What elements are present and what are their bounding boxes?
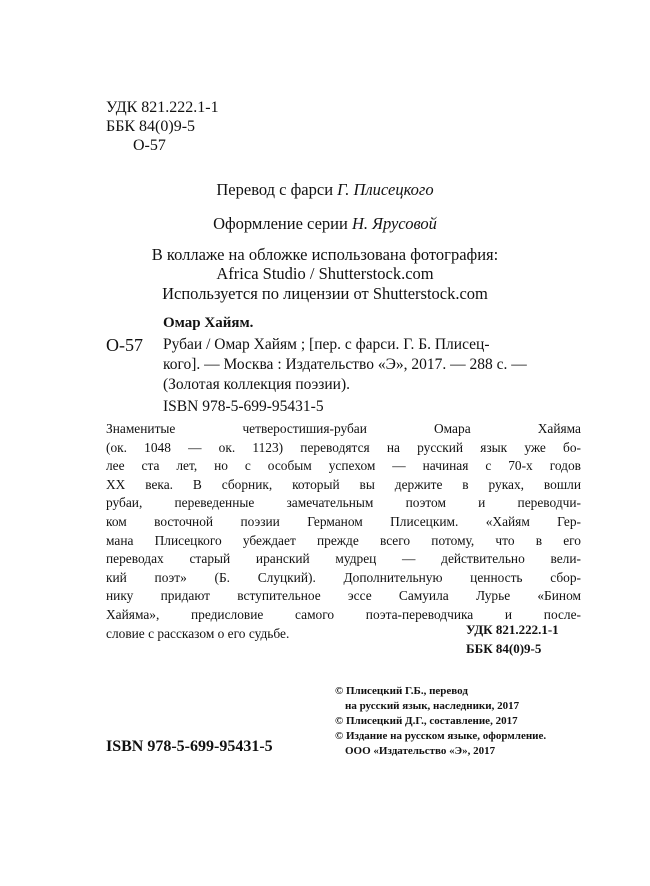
copyright-translation: © Плисецкий Г.Б., перевод — [335, 685, 468, 697]
copyright-edition: © Издание на русском языке, оформление. — [335, 730, 547, 742]
collage-credit-line2: Africa Studio / Shutterstock.com — [216, 264, 434, 283]
annotation-line: ком восточной поэзии Германом Плисецким. «Хайям Гер- — [106, 513, 581, 529]
bib-line: (Золотая коллекция поэзии). — [163, 376, 350, 393]
copyright-publisher: ООО «Издательство «Э», 2017 — [345, 745, 496, 757]
annotation-line: мана Плисецкого убеждает прежде всего потому, что в его — [106, 532, 581, 548]
bibliographic-description — [163, 335, 527, 395]
design-prefix: Оформление серии — [213, 214, 352, 233]
annotation-line: переводах старый иранский мудрец — действительно вели- — [106, 551, 581, 567]
annotation-line: Знаменитые четверостишия-рубаи Омара Хайяма — [106, 421, 581, 436]
translation-credit — [0, 180, 650, 200]
collage-credit-line1: В коллаже на обложке использована фотография: — [151, 245, 499, 264]
annotation-line: рубаи, переведенные замечательным поэтом и переводчи- — [106, 495, 581, 511]
designer-name: Н. Ярусовой — [351, 214, 437, 233]
annotation-line: XX века. В сборник, который вы держите в руках, вошли — [106, 476, 581, 492]
bib-line: кого]. — Москва : Издательство «Э», 2017. — 288 с. — — [163, 356, 527, 373]
translation-prefix: Перевод с фарси — [216, 180, 338, 199]
footer-isbn: ISBN 978-5-699-95431-5 — [106, 738, 273, 755]
bib-line: Рубаи / Омар Хайям ; [пер. с фарси. Г. Б. Плисец- — [163, 336, 490, 353]
catalog-author: Омар Хайям. — [163, 315, 254, 331]
annotation-line: (ок. 1048 — ок. 1123) переводятся на русский язык уже бо- — [106, 439, 581, 455]
annotation — [106, 420, 581, 643]
classification-udk: УДК 821.222.1-1 — [466, 622, 559, 637]
annotation-line: словие с рассказом о его судьбе. — [106, 625, 290, 641]
annotation-line: лее ста лет, но с особым успехом — начиная с 70-х годов — [106, 458, 581, 474]
catalog-isbn: ISBN 978-5-699-95431-5 — [163, 398, 324, 415]
author-mark: О-57 — [133, 137, 166, 154]
copyright-translation-cont: на русский язык, наследники, 2017 — [345, 700, 520, 712]
bbk-code: ББК 84(0)9-5 — [106, 118, 196, 135]
annotation-line: Хайяма», предисловие самого поэта-переводчика и после- — [106, 606, 581, 622]
copyright-compilation: © Плисецкий Д.Г., составление, 2017 — [335, 715, 518, 727]
udk-code: УДК 821.222.1-1 — [106, 99, 219, 116]
annotation-line: кий поэт» (Б. Слуцкий). Дополнительную ценность сбор- — [106, 569, 581, 585]
design-credit — [0, 214, 650, 234]
classification-bbk: ББК 84(0)9-5 — [466, 641, 542, 656]
collage-credit-line3: Используется по лицензии от Shutterstock.com — [162, 284, 488, 303]
catalog-code: О-57 — [106, 335, 143, 355]
annotation-line: нику придают вступительное эссе Самуила Лурье «Бином — [106, 588, 581, 604]
translator-name: Г. Плисецкого — [337, 180, 434, 199]
